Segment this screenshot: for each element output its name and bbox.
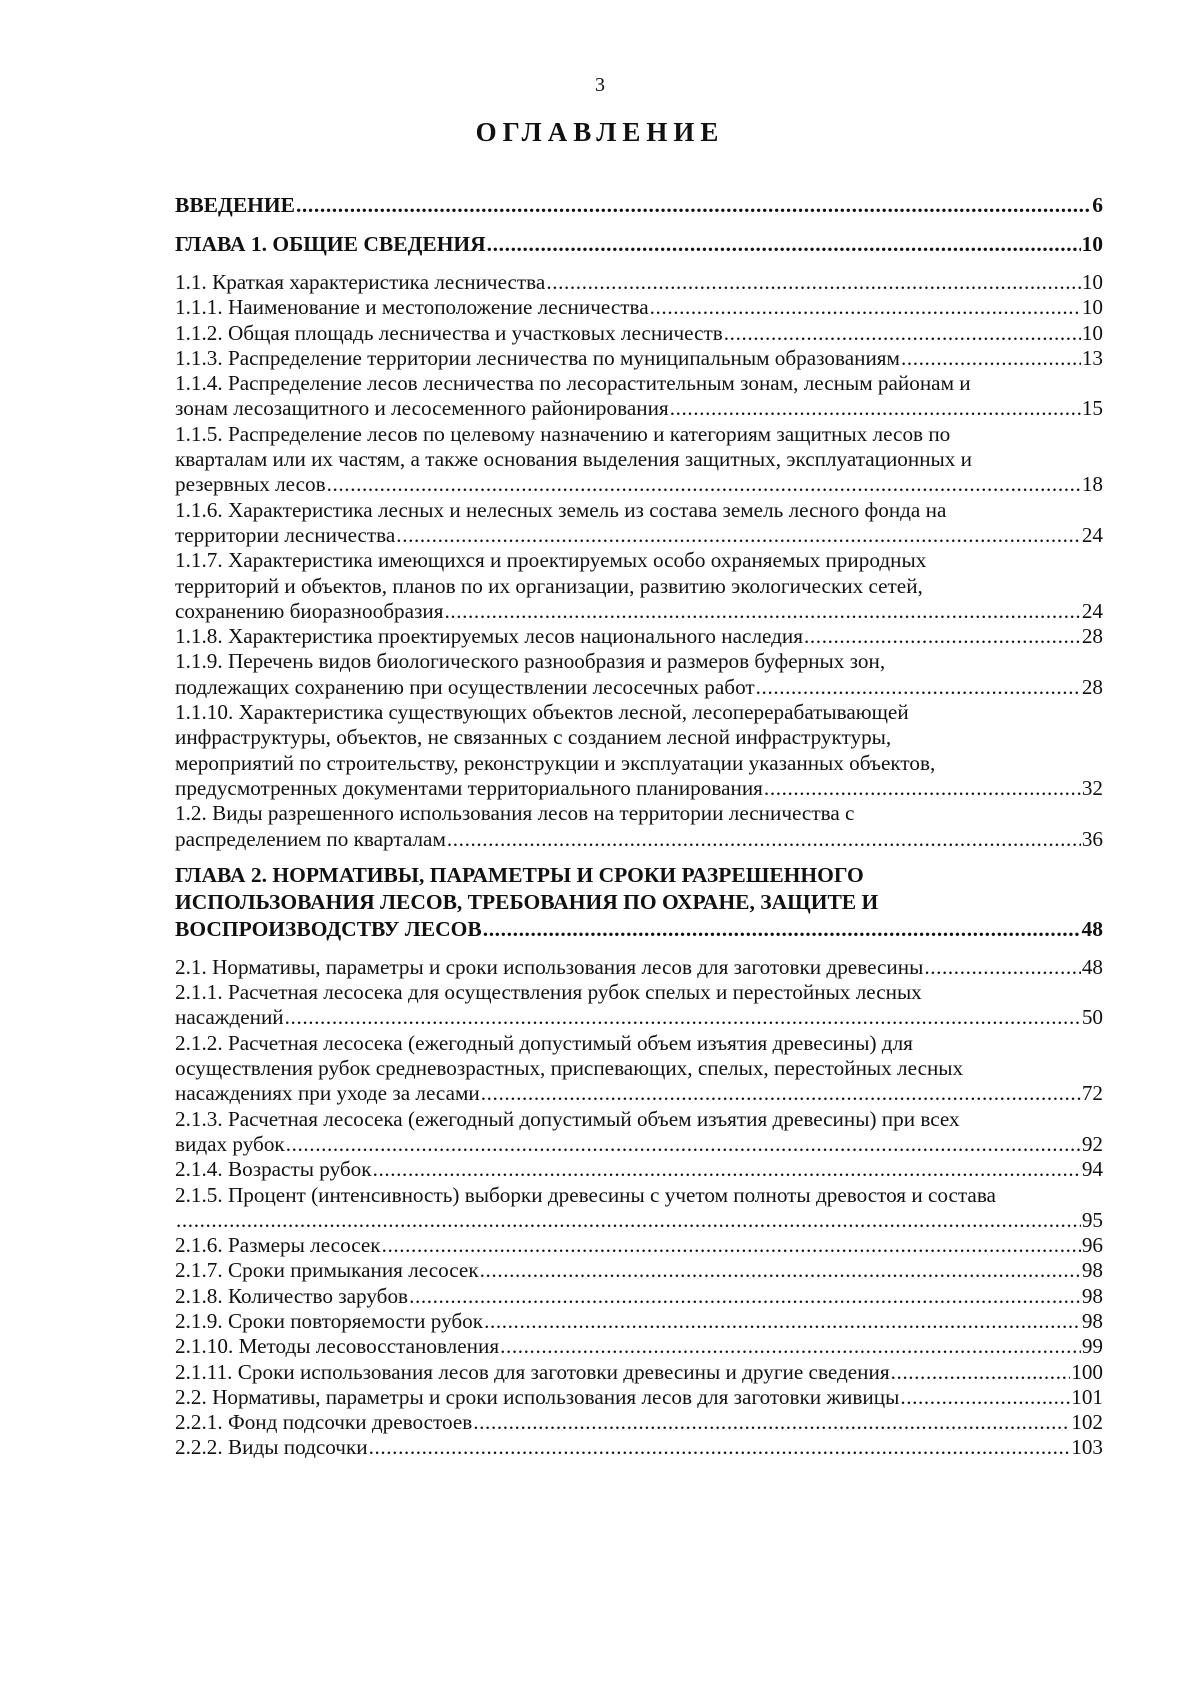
toc-entry-line: кварталам или их частям, а также основания выделения защитных, эксплуатационных и xyxy=(175,447,973,472)
toc-entry-final-line xyxy=(175,675,1103,700)
dot-leader xyxy=(500,1334,1081,1359)
toc-entry-text: 2.1.11. Сроки использования лесов для заготовки древесины и другие сведения xyxy=(175,1359,890,1384)
toc-entry-text: резервных лесов xyxy=(175,472,326,497)
toc-entry-line: 1.1.9. Перечень видов биологического разнообразия и размеров буферных зон, xyxy=(175,649,886,674)
toc-page-number: 98 xyxy=(1081,1283,1103,1308)
toc-entry-line: территорий и объектов, планов по их организации, развитию экологических сетей, xyxy=(175,573,923,598)
toc-entry-final-line xyxy=(175,599,1103,624)
toc-entry-final-line xyxy=(175,472,1103,497)
toc-entry-text: 1.1. Краткая характеристика лесничества xyxy=(175,270,546,294)
toc-entry-text: 1.1.3. Распределение территории лесничества по муниципальным образованиям xyxy=(175,345,900,370)
dot-leader xyxy=(483,916,1081,943)
dot-leader xyxy=(546,270,1081,295)
toc-entry[interactable] xyxy=(175,498,1103,549)
toc-entry-final-line xyxy=(175,916,1103,943)
dot-leader xyxy=(924,955,1080,980)
toc-chapter-entry[interactable] xyxy=(175,192,1103,219)
toc-entry[interactable] xyxy=(175,624,1103,649)
dot-leader xyxy=(473,1410,1070,1435)
toc-entry-text: 2.2.1. Фонд подсочки древостоев xyxy=(175,1410,473,1435)
toc-entry-text: 1.1.8. Характеристика проектируемых лесов национального наследия xyxy=(175,624,803,649)
toc-entry-text: территории лесничества xyxy=(175,522,396,547)
toc-entry[interactable] xyxy=(175,1360,1103,1385)
toc-entry-final-line xyxy=(175,295,1103,320)
toc-entry[interactable] xyxy=(175,1031,1103,1107)
dot-leader xyxy=(409,1284,1081,1309)
toc-entry-final-line xyxy=(175,1157,1103,1182)
toc-entry-final-line xyxy=(175,1005,1103,1030)
dot-leader xyxy=(650,295,1081,320)
toc-entry-text: 2.2.2. Виды подсочки xyxy=(175,1435,368,1460)
toc-entry-final-line xyxy=(175,955,1103,980)
dot-leader xyxy=(296,192,1091,219)
toc-entry-line: 2.1.2. Расчетная лесосека (ежегодный допустимый объем изъятия древесины) для xyxy=(175,1030,913,1055)
toc-page-number: 100 xyxy=(1071,1359,1103,1384)
toc-entry-text: 2.2. Нормативы, параметры и сроки использования лесов для заготовки живицы xyxy=(175,1384,900,1409)
toc-entry-final-line xyxy=(175,1284,1103,1309)
toc-entry[interactable] xyxy=(175,1309,1103,1334)
toc-page-number: 96 xyxy=(1081,1233,1103,1258)
toc-entry[interactable] xyxy=(175,1435,1103,1460)
toc-page-number: 48 xyxy=(1081,916,1103,941)
toc-page-number: 101 xyxy=(1071,1384,1103,1409)
toc-entry[interactable] xyxy=(175,801,1103,852)
toc-entry-final-line xyxy=(175,523,1103,548)
dot-leader xyxy=(480,1258,1081,1283)
toc-entry-text: 2.1.6. Размеры лесосек xyxy=(175,1233,381,1258)
toc-page-number: 102 xyxy=(1071,1410,1103,1435)
toc-entry-line: осуществления рубок средневозрастных, приспевающих, спелых, перестойных лесных xyxy=(175,1056,964,1081)
toc-page-number: 95 xyxy=(1081,1207,1103,1232)
toc-entry-final-line xyxy=(175,1334,1103,1359)
toc-entry-final-line xyxy=(175,1233,1103,1258)
toc-entry-line: 1.1.4. Распределение лесов лесничества по лесорастительным зонам, лесным районам и xyxy=(175,371,971,396)
dot-leader xyxy=(804,624,1081,649)
toc-entry[interactable] xyxy=(175,422,1103,498)
toc-entry-line: 1.1.5. Распределение лесов по целевому назначению и категориям защитных лесов по xyxy=(175,421,951,446)
toc-entry-text: 1.1.2. Общая площадь лесничества и участковых лесничеств xyxy=(175,320,723,345)
dot-leader xyxy=(891,1360,1071,1385)
toc-entry[interactable] xyxy=(175,649,1103,700)
toc-entry-text: 2.1.4. Возрасты рубок xyxy=(175,1157,372,1182)
toc-page-number: 28 xyxy=(1081,674,1103,699)
dot-leader xyxy=(369,1435,1071,1460)
dot-leader xyxy=(382,1233,1081,1258)
toc-entry-final-line xyxy=(175,1081,1103,1106)
dot-leader xyxy=(176,1208,1081,1233)
toc-entry-text: подлежащих сохранению при осуществлении лесосечных работ xyxy=(175,674,755,699)
toc-page-number: 13 xyxy=(1081,345,1103,370)
toc-entry-text: предусмотренных документами территориального планирования xyxy=(175,775,763,800)
toc-page-number: 24 xyxy=(1081,598,1103,623)
dot-leader xyxy=(901,346,1081,371)
toc-page-number: 28 xyxy=(1081,624,1103,649)
toc-entry-final-line xyxy=(175,776,1103,801)
dot-leader xyxy=(447,827,1081,852)
toc-entry-final-line xyxy=(175,1258,1103,1283)
dot-leader xyxy=(900,1385,1070,1410)
toc-entry-line: ИСПОЛЬЗОВАНИЯ ЛЕСОВ, ТРЕБОВАНИЯ ПО ОХРАНЕ, ЗАЩИТЕ И xyxy=(175,889,879,914)
toc-page-number: 32 xyxy=(1081,775,1103,800)
toc-entry-text: сохранению биоразнообразия xyxy=(175,598,444,623)
toc-entry-text: видах рубок xyxy=(175,1131,285,1156)
toc-page-number: 6 xyxy=(1092,193,1103,217)
toc-entry[interactable] xyxy=(175,1385,1103,1410)
toc-entry-text: 2.1.10. Методы лесовосстановления xyxy=(175,1334,500,1359)
dot-leader xyxy=(396,523,1081,548)
toc-entry[interactable] xyxy=(175,1183,1103,1234)
toc-entry-line: инфраструктуры, объектов, не связанных с созданием лесной инфраструктуры, xyxy=(175,725,892,750)
toc-entry-final-line xyxy=(175,1385,1103,1410)
toc-entry-text: 2.1.7. Сроки примыкания лесосек xyxy=(175,1258,479,1283)
toc-entry-text: 1.1.1. Наименование и местоположение лесничества xyxy=(175,295,649,320)
toc-page-number: 10 xyxy=(1081,320,1103,345)
dot-leader xyxy=(481,1081,1081,1106)
dot-leader xyxy=(756,675,1081,700)
toc-entry[interactable] xyxy=(175,1410,1103,1435)
toc-entry-line: 1.1.6. Характеристика лесных и нелесных земель из состава земель лесного фонда на xyxy=(175,497,947,522)
toc-entry-line: 2.1.3. Расчетная лесосека (ежегодный допустимый объем изъятия древесины) при всех xyxy=(175,1106,960,1131)
toc-page-number: 10 xyxy=(1081,295,1103,320)
toc-entry-text: ВВЕДЕНИЕ xyxy=(175,193,295,217)
toc-entry-text: распределением по кварталам xyxy=(175,826,446,851)
toc-entry[interactable] xyxy=(175,980,1103,1031)
toc-entry-text: насаждениях при уходе за лесами xyxy=(175,1081,480,1106)
toc-entry-text: ГЛАВА 1. ОБЩИЕ СВЕДЕНИЯ xyxy=(175,232,486,256)
toc-page-number: 24 xyxy=(1081,522,1103,547)
toc-page-number: 94 xyxy=(1081,1157,1103,1182)
toc-entry-line: мероприятий по строительству, реконструкции и эксплуатации указанных объектов, xyxy=(175,750,936,775)
dot-leader xyxy=(286,1132,1081,1157)
toc-entry-final-line xyxy=(175,396,1103,421)
toc-entry[interactable] xyxy=(175,321,1103,346)
toc-entry[interactable] xyxy=(175,1284,1103,1309)
toc-entry-line: 1.2. Виды разрешенного использования лесов на территории лесничества с xyxy=(175,801,855,826)
dot-leader xyxy=(487,231,1081,258)
toc-entry-text: 2.1.9. Сроки повторяемости рубок xyxy=(175,1308,484,1333)
toc-entry-final-line xyxy=(175,1410,1103,1435)
toc-entry-final-line xyxy=(175,827,1103,852)
toc-entry-final-line xyxy=(175,346,1103,371)
toc-entry[interactable] xyxy=(175,548,1103,624)
toc-entry-final-line xyxy=(175,231,1103,258)
toc-page-number: 72 xyxy=(1081,1081,1103,1106)
toc-page-number: 48 xyxy=(1081,954,1103,979)
toc-entry[interactable] xyxy=(175,1157,1103,1182)
toc-page-number: 10 xyxy=(1081,232,1103,256)
dot-leader xyxy=(764,776,1081,801)
toc-entry-text: зонам лесозащитного и лесосеменного районирования xyxy=(175,396,669,421)
toc-entry-line: 2.1.1. Расчетная лесосека для осуществления рубок спелых и перестойных лесных xyxy=(175,980,922,1005)
toc-page-number: 103 xyxy=(1071,1435,1103,1460)
toc-entry-final-line xyxy=(175,1360,1103,1385)
toc-page-number: 10 xyxy=(1081,270,1103,294)
toc-entry[interactable] xyxy=(175,1334,1103,1359)
toc-page-number: 50 xyxy=(1081,1005,1103,1030)
toc-entry-line: 1.1.10. Характеристика существующих объектов лесной, лесоперерабатывающей xyxy=(175,700,909,725)
toc-page-number: 99 xyxy=(1081,1334,1103,1359)
dot-leader xyxy=(670,396,1081,421)
toc-entry-final-line xyxy=(175,624,1103,649)
toc-page-number: 98 xyxy=(1081,1258,1103,1283)
toc-entry-final-line xyxy=(175,1132,1103,1157)
toc-entry[interactable] xyxy=(175,346,1103,371)
toc-entry-final-line xyxy=(175,270,1103,295)
toc-entry[interactable] xyxy=(175,1258,1103,1283)
toc-entry[interactable] xyxy=(175,371,1103,422)
toc-entry[interactable] xyxy=(175,1233,1103,1258)
toc-entry[interactable] xyxy=(175,955,1103,980)
page-number: 3 xyxy=(595,74,605,96)
dot-leader xyxy=(484,1309,1081,1334)
toc-entry-final-line xyxy=(175,192,1103,219)
toc-entry-text: насаждений xyxy=(175,1005,284,1030)
table-of-contents xyxy=(175,192,1103,1461)
dot-leader xyxy=(724,321,1081,346)
toc-entry-final-line xyxy=(175,1309,1103,1334)
toc-entry-text: 2.1.8. Количество зарубов xyxy=(175,1283,409,1308)
toc-page-number: 15 xyxy=(1081,396,1103,421)
toc-chapter-entry[interactable] xyxy=(175,862,1103,943)
toc-page-number: 98 xyxy=(1081,1308,1103,1333)
toc-entry[interactable] xyxy=(175,295,1103,320)
toc-page-number: 18 xyxy=(1081,472,1103,497)
toc-entry-line: 2.1.5. Процент (интенсивность) выборки древесины с учетом полноты древостоя и состава xyxy=(175,1182,996,1207)
toc-entry[interactable] xyxy=(175,270,1103,295)
toc-entry-text: 2.1. Нормативы, параметры и сроки использования лесов для заготовки древесины xyxy=(175,954,924,979)
toc-entry-text: ВОСПРОИЗВОДСТВУ ЛЕСОВ xyxy=(175,916,482,941)
toc-entry-line: 1.1.7. Характеристика имеющихся и проектируемых особо охраняемых природных xyxy=(175,548,927,573)
dot-leader xyxy=(327,472,1081,497)
dot-leader xyxy=(373,1157,1081,1182)
toc-entry-final-line xyxy=(175,321,1103,346)
toc-title: ОГЛАВЛЕНИЕ xyxy=(475,117,725,147)
toc-page-number: 92 xyxy=(1081,1131,1103,1156)
toc-entry-line: ГЛАВА 2. НОРМАТИВЫ, ПАРАМЕТРЫ И СРОКИ РАЗРЕШЕННОГО xyxy=(175,862,864,887)
toc-page-number: 36 xyxy=(1081,826,1103,851)
toc-entry-final-line xyxy=(175,1208,1103,1233)
dot-leader xyxy=(285,1005,1081,1030)
toc-chapter-entry[interactable] xyxy=(175,231,1103,258)
toc-entry-final-line xyxy=(175,1435,1103,1460)
toc-entry[interactable] xyxy=(175,1107,1103,1158)
toc-entry[interactable] xyxy=(175,700,1103,801)
dot-leader xyxy=(444,599,1080,624)
